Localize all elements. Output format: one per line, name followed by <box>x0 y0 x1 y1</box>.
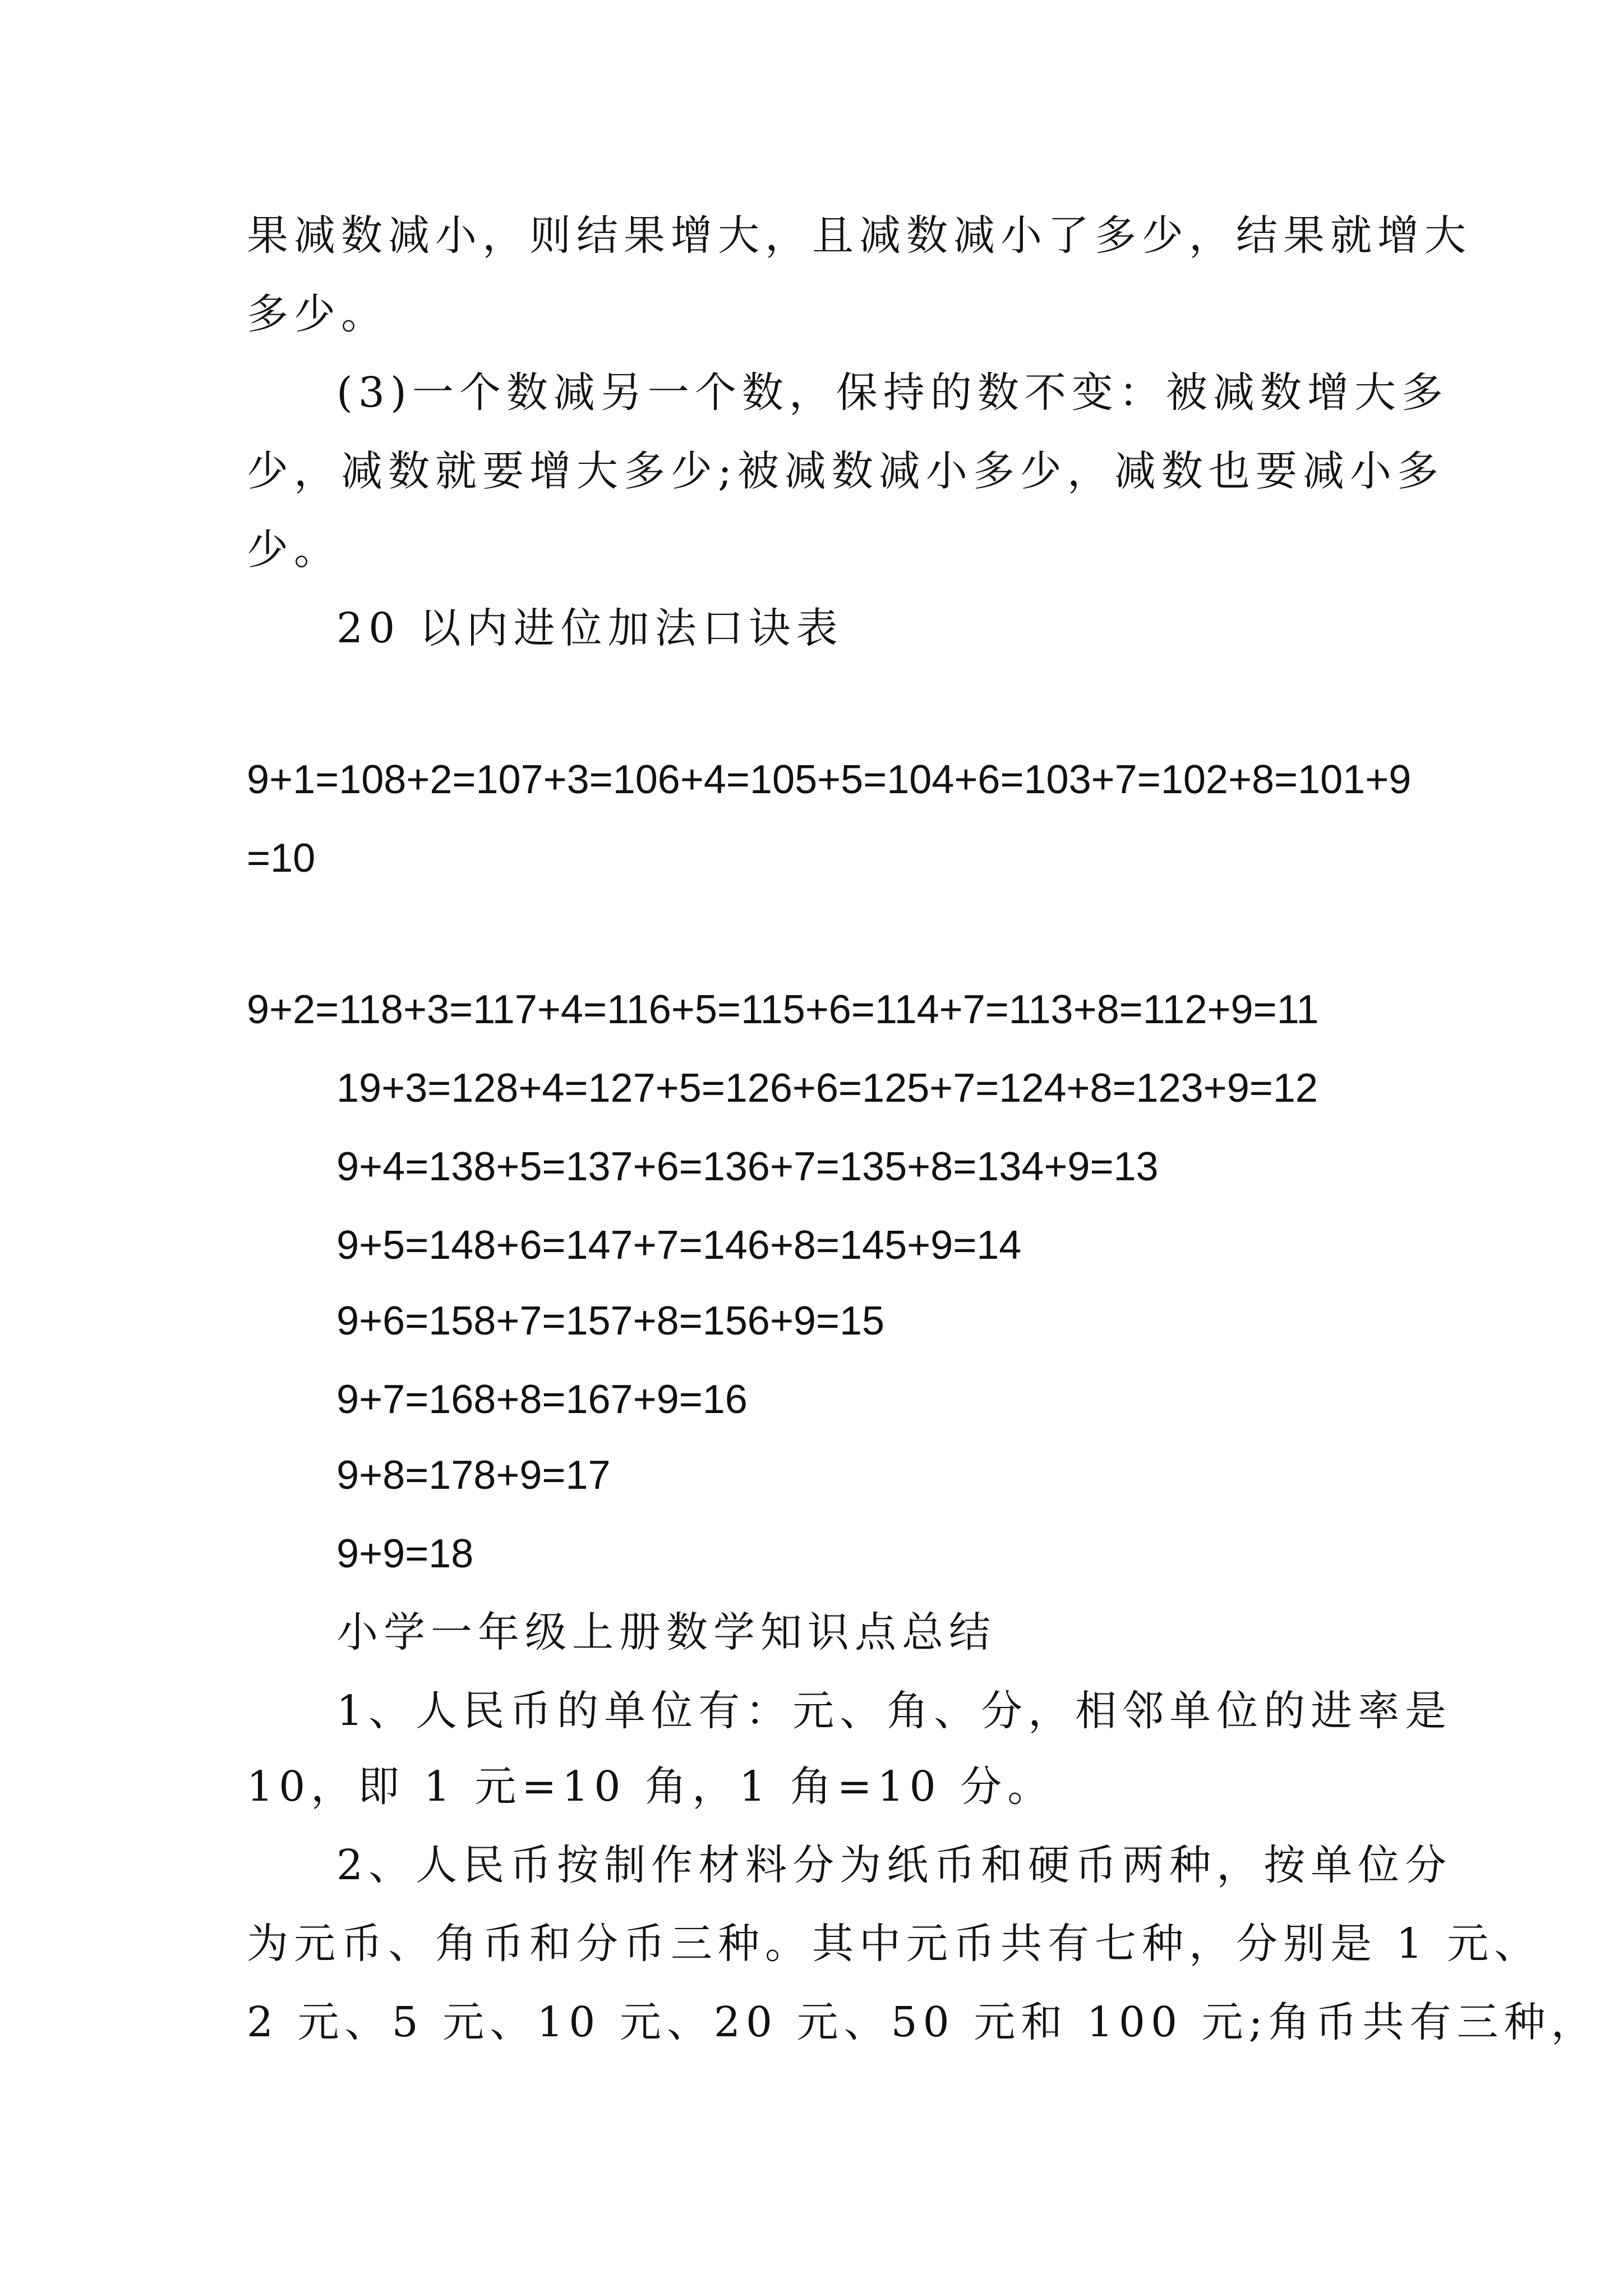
formula-line: 9+7=168+8=167+9=16 <box>336 1377 748 1422</box>
paragraph-line: 少。 <box>247 526 341 574</box>
formula-line: 9+9=18 <box>336 1531 474 1576</box>
paragraph-line: 少，减数就要增大多少;被减数减小多少，减数也要减小多 <box>247 447 1444 495</box>
paragraph-line: 10，即 1 元=10 角，1 角=10 分。 <box>247 1763 1055 1811</box>
paragraph-line: 为元币、角币和分币三种。其中元币共有七种，分别是 1 元、 <box>247 1920 1542 1968</box>
paragraph-line: 2 元、5 元、10 元、20 元、50 元和 100 元;角币共有三种， <box>247 1998 1598 2046</box>
formula-line: 9+1=108+2=107+3=106+4=105+5=104+6=103+7=102+8=101+9 <box>247 757 1412 802</box>
formula-line: 19+3=128+4=127+5=126+6=125+7=124+8=123+9=12 <box>336 1066 1318 1111</box>
paragraph-line: (3)一个数减另一个数，保持的数不变：被减数增大多 <box>336 369 1449 417</box>
formula-line: =10 <box>247 836 316 881</box>
formula-line: 9+6=158+7=157+8=156+9=15 <box>336 1299 885 1343</box>
formula-line: 9+2=118+3=117+4=116+5=115+6=114+7=113+8=112+9=11 <box>247 987 1319 1032</box>
paragraph-line: 2、人民币按制作材料分为纸币和硬币两种，按单位分 <box>336 1841 1453 1889</box>
formula-line: 9+8=178+9=17 <box>336 1453 611 1498</box>
paragraph-line: 1、人民币的单位有：元、角、分，相邻单位的进率是 <box>336 1687 1453 1735</box>
section-title: 20 以内进位加法口诀表 <box>336 604 843 652</box>
formula-line: 9+4=138+5=137+6=136+7=135+8=134+9=13 <box>336 1144 1159 1189</box>
section-title: 小学一年级上册数学知识点总结 <box>336 1608 996 1657</box>
paragraph-line: 果减数减小，则结果增大，且减数减小了多少，结果就增大 <box>247 211 1472 260</box>
formula-line: 9+5=148+6=147+7=146+8=145+9=14 <box>336 1223 1022 1268</box>
paragraph-line: 多少。 <box>247 290 388 338</box>
